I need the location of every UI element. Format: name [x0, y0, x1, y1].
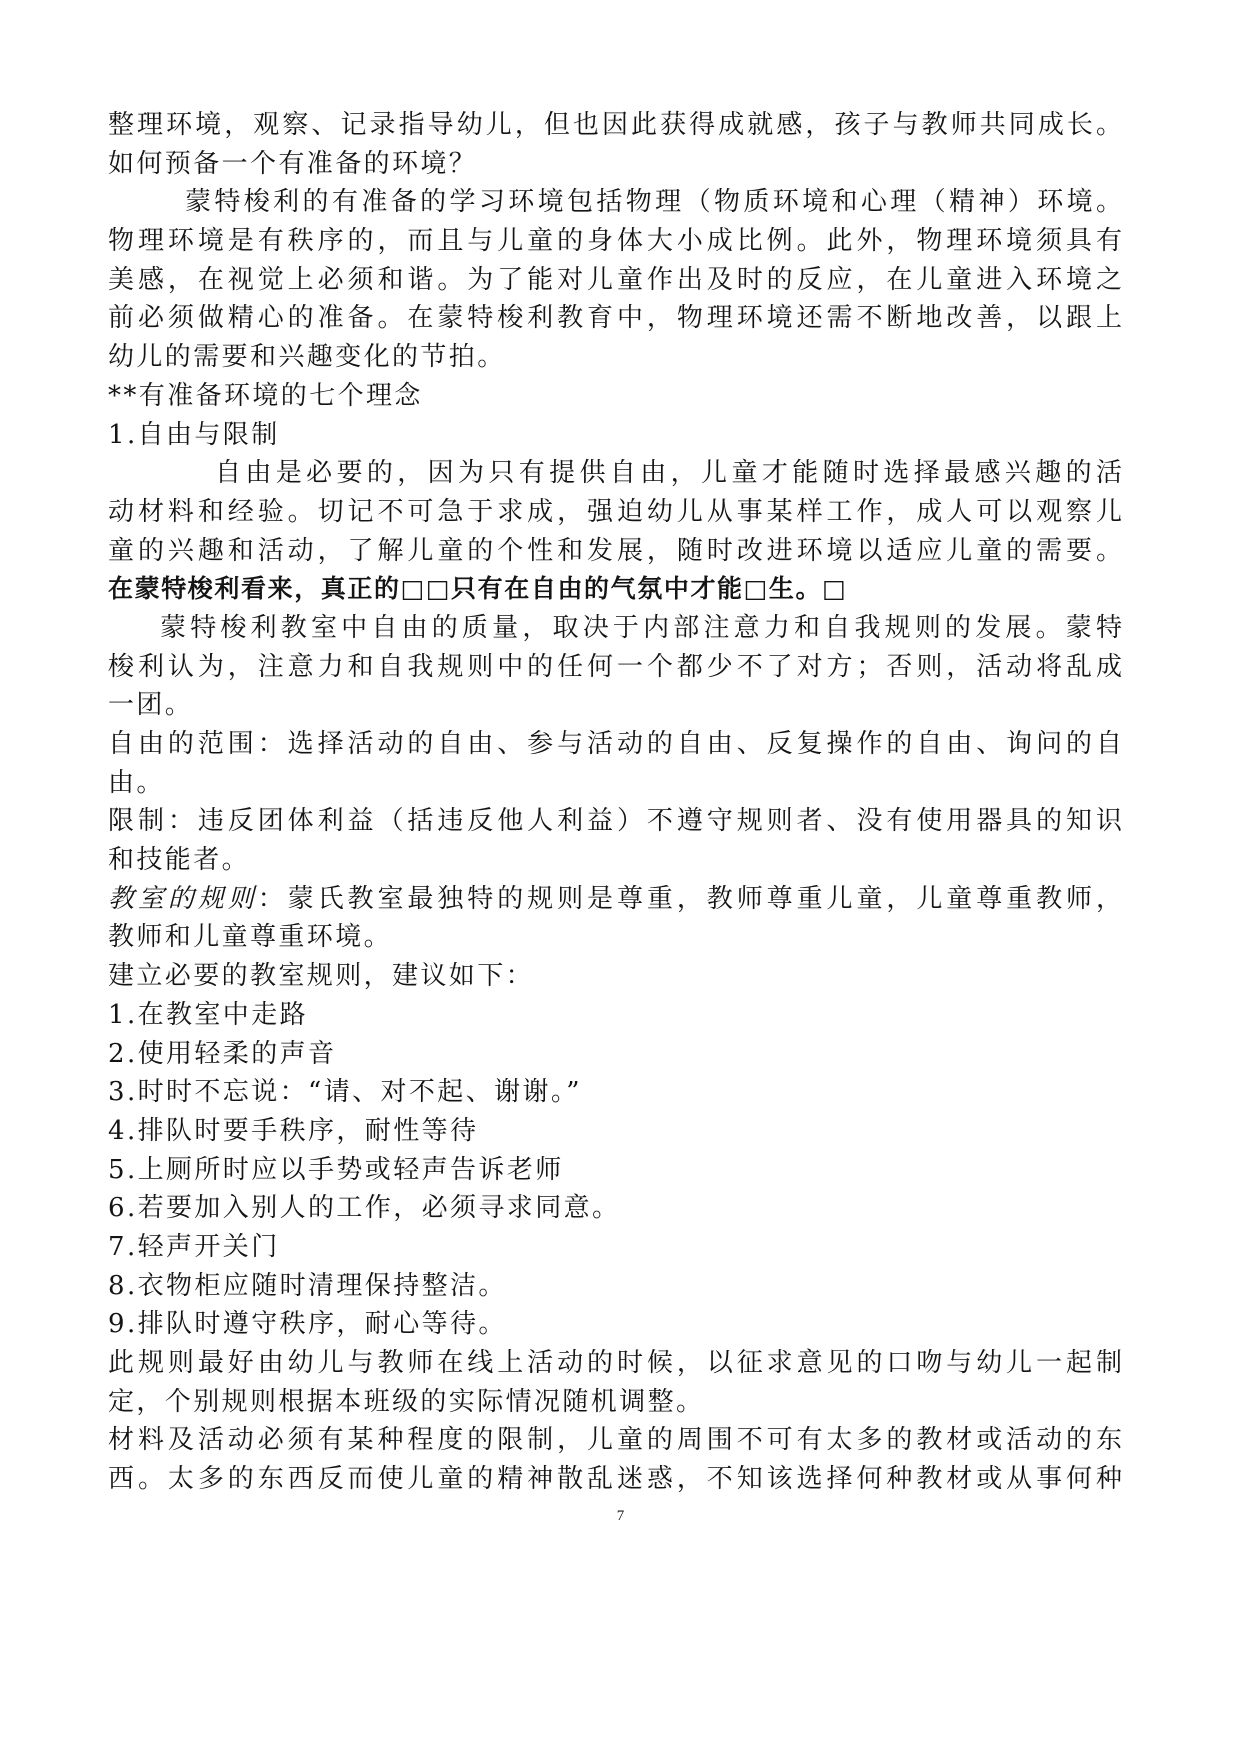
rules-lead-line: 建立必要的教室规则，建议如下：: [108, 961, 535, 992]
environment-paragraph-line: 幼儿的需要和兴趣变化的节拍。: [108, 342, 506, 373]
concept-1-title: 1.自由与限制: [108, 419, 280, 450]
environment-paragraph-line: 蒙特梭利的有准备的学习环境包括物理（物质环境和心理（精神）环境。: [185, 187, 1122, 218]
rule-item: 4.排队时要手秩序，耐性等待: [108, 1115, 479, 1146]
freedom-scope-line: 由。: [108, 767, 165, 798]
quality-paragraph-line: 梭利认为，注意力和自我规则中的任何一个都少不了对方；否则，活动将乱成: [108, 651, 1122, 682]
rules-note-line: 此规则最好由幼儿与教师在线上活动的时候，以征求意见的口吻与幼儿一起制: [108, 1348, 1122, 1378]
environment-paragraph-line: 前必须做精心的准备。在蒙特梭利教育中，物理环境还需不断地改善，以跟上: [108, 303, 1122, 334]
rule-item: 3.时时不忘说：“请、对不起、谢谢。”: [108, 1077, 582, 1108]
rule-item: 6.若要加入别人的工作，必须寻求同意。: [108, 1193, 621, 1224]
page-number: 7: [616, 1508, 625, 1524]
rule-item: 9.排队时遵守秩序，耐心等待。: [108, 1309, 507, 1340]
materials-paragraph-line: 材料及活动必须有某种程度的限制，儿童的周围不可有太多的教材或活动的东: [108, 1425, 1122, 1456]
limits-line: 限制：违反团体利益（括违反他人利益）不遵守规则者、没有使用器具的知识: [108, 806, 1122, 837]
freedom-paragraph-line: 动材料和经验。切记不可急于求成，强迫幼儿从事某样工作，成人可以观察儿: [108, 496, 1122, 527]
environment-paragraph-line: 美感，在视觉上必须和谐。为了能对儿童作出及时的反应，在儿童进入环境之: [108, 264, 1122, 295]
freedom-paragraph-line: 童的兴趣和活动，了解儿童的个性和发展，随时改进环境以适应儿童的需要。: [108, 535, 1122, 566]
rule-item: 2.使用轻柔的声音: [108, 1038, 337, 1069]
rule-item: 7.轻声开关门: [108, 1231, 280, 1262]
page-body: [108, 106, 1122, 1499]
classroom-rules-definition-line: 教师和儿童尊重环境。: [108, 922, 393, 953]
rule-item: 1.在教室中走路: [108, 999, 309, 1030]
bold-statement: 在蒙特梭利看来，真正的□□只有在自由的气氛中才能□生。□: [108, 574, 848, 604]
rule-item: 5.上厕所时应以手势或轻声告诉老师: [108, 1154, 564, 1185]
freedom-paragraph-line: 自由是必要的，因为只有提供自由，儿童才能随时选择最感兴趣的活: [215, 458, 1122, 489]
quality-paragraph-line: 一团。: [108, 690, 194, 721]
question-heading: 如何预备一个有准备的环境？: [108, 148, 478, 179]
intro-closing-line: 整理环境，观察、记录指导幼儿，但也因此获得成就感，孩子与教师共同成长。: [108, 110, 1122, 140]
rule-item: 8.衣物柜应随时清理保持整洁。: [108, 1270, 507, 1301]
classroom-rules-text: ：蒙氏教室最独特的规则是尊重，教师尊重儿童，儿童尊重教师，: [257, 883, 1122, 914]
classroom-rules-term: 教室的规则: [108, 883, 258, 914]
seven-concepts-heading: **有准备环境的七个理念: [108, 380, 423, 411]
freedom-scope-line: 自由的范围：选择活动的自由、参与活动的自由、反复操作的自由、询问的自: [108, 729, 1122, 759]
environment-paragraph-line: 物理环境是有秩序的，而且与儿童的身体大小成比例。此外，物理环境须具有: [108, 226, 1122, 257]
materials-paragraph-line: 西。太多的东西反而使儿童的精神散乱迷惑，不知该选择何种教材或从事何种: [108, 1464, 1122, 1495]
rules-note-line: 定，个别规则根据本班级的实际情况随机调整。: [108, 1386, 705, 1417]
classroom-rules-definition-line: [108, 880, 1122, 919]
quality-paragraph-line: 蒙特梭利教室中自由的质量，取决于内部注意力和自我规则的发展。蒙特: [160, 612, 1122, 643]
limits-line: 和技能者。: [108, 845, 251, 876]
